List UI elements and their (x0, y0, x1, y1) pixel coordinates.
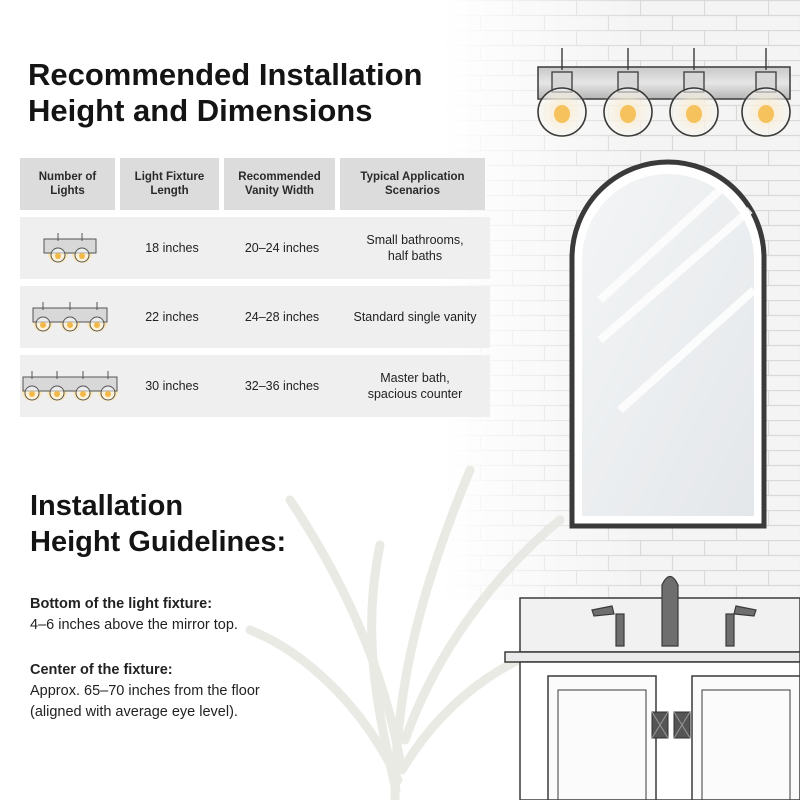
table-row (20, 286, 490, 348)
guideline-text: Approx. 65–70 inches from the floor (30, 683, 260, 699)
guideline-label: Center of the fixture: (30, 662, 173, 678)
guideline-center-of-fixture (30, 660, 360, 723)
dimensions-table (20, 158, 490, 417)
header-number-of-lights: Number of Lights (20, 158, 115, 210)
header-application-scenarios: Typical Application Scenarios (340, 158, 485, 210)
header-fixture-length: Light Fixture Length (120, 158, 219, 210)
guideline-text: 4–6 inches above the mirror top. (30, 617, 238, 633)
vanity-width: 24–28 inches (244, 310, 320, 324)
guideline-text: (aligned with average eye level). (30, 704, 238, 720)
table-header (20, 158, 490, 210)
guideline-label: Bottom of the light fixture: (30, 596, 213, 612)
application-scenario: Master bath, spacious counter (367, 371, 463, 401)
application-scenario: Small bathrooms, half baths (366, 233, 464, 263)
fixture-length: 30 inches (145, 379, 199, 393)
three-light-fixture-icon (29, 300, 111, 334)
fixture-length: 18 inches (145, 241, 199, 255)
four-light-fixture-icon (20, 369, 120, 403)
vanity-width: 20–24 inches (244, 241, 320, 255)
fixture-length: 22 inches (145, 310, 199, 324)
application-scenario: Standard single vanity (353, 310, 477, 324)
table-row (20, 217, 490, 279)
vanity-width: 32–36 inches (244, 379, 320, 393)
page-title: Recommended Installation Height and Dimensions (28, 57, 423, 128)
two-light-fixture-icon (38, 231, 102, 265)
guidelines-title: Installation Height Guidelines: (30, 490, 287, 558)
header-vanity-width: Recommended Vanity Width (224, 158, 335, 210)
table-row (20, 355, 490, 417)
guideline-bottom-of-fixture (30, 594, 360, 636)
